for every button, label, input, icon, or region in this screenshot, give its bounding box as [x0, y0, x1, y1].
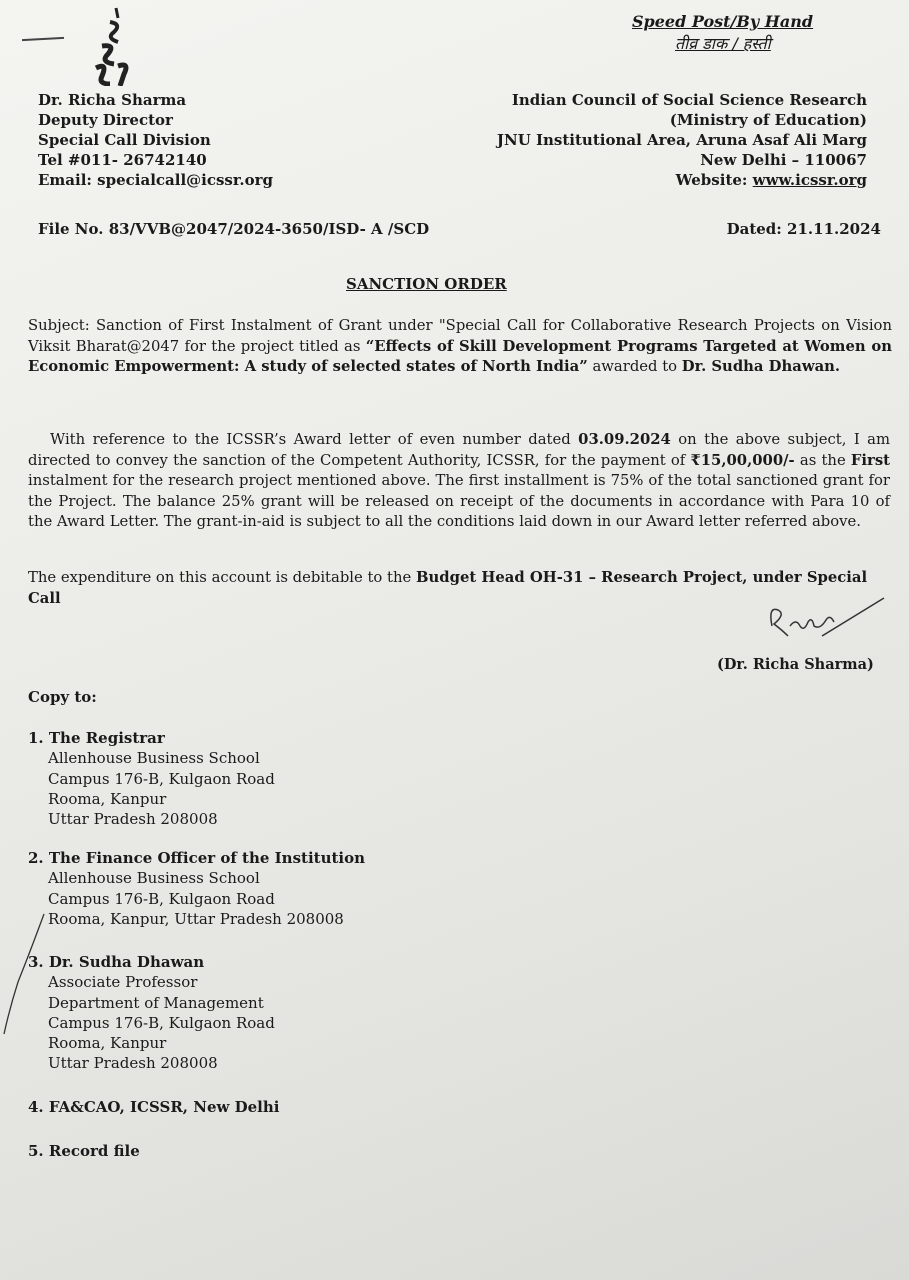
address-line: Uttar Pradesh 208008 [48, 810, 218, 829]
sender-tel: Tel #011- 26742140 [38, 151, 207, 169]
address-line: Allenhouse Business School [48, 749, 260, 768]
copy-to-item-4 [28, 1097, 279, 1117]
body-paragraph-1 [28, 430, 890, 533]
file-number: File No. 83/VVB@2047/2024-3650/ISD- A /SCD [38, 220, 430, 238]
pen-mark-icon [0, 912, 45, 1037]
website-link[interactable]: www.icssr.org [752, 171, 867, 189]
organization-address-1: JNU Institutional Area, Aruna Asaf Ali Marg [496, 131, 867, 149]
instalment-number: First [850, 451, 890, 469]
copy-to-item-2 [28, 848, 365, 929]
sender-block [38, 90, 273, 190]
address-line: Campus 176-B, Kulgaon Road [48, 769, 275, 788]
sender-name: Dr. Richa Sharma [38, 91, 187, 109]
organization-ministry: (Ministry of Education) [669, 111, 867, 129]
organization-website-line [497, 170, 867, 190]
project-title: “Effects of Skill Development Programs Targeted at Women on Economic Empowerment: A study of selected states of North India” [28, 337, 892, 375]
address-line: Rooma, Kanpur [48, 1034, 167, 1053]
address-line: Associate Professor [48, 973, 198, 992]
address-line: Campus 176-B, Kulgaon Road [48, 889, 275, 908]
signatory-name: (Dr. Richa Sharma) [717, 656, 874, 673]
copy-to-item-heading: 4. FA&CAO, ICSSR, New Delhi [28, 1098, 280, 1116]
dated: Dated: 21.11.2024 [726, 220, 881, 238]
signature-icon [764, 596, 888, 646]
sender-email: Email: specialcall@icssr.org [38, 171, 274, 189]
delivery-mode-hindi: तीव्र डाक / हस्ती [675, 34, 771, 53]
p2-text-a: The expenditure on this account is debitable to the [28, 569, 416, 586]
decorative-dash [22, 37, 64, 41]
copy-to-item-heading: 5. Record file [28, 1142, 140, 1160]
copy-to-item-heading: 1. The Registrar [28, 729, 165, 747]
copy-to-item-5 [28, 1141, 140, 1161]
awardee-name: Dr. Sudha Dhawan. [681, 358, 841, 375]
organization-name: Indian Council of Social Science Research [511, 91, 867, 109]
address-line: Department of Management [48, 993, 264, 1012]
copy-to-item-1 [28, 728, 275, 829]
address-line: Campus 176-B, Kulgaon Road [48, 1013, 275, 1032]
sender-division: Special Call Division [38, 131, 211, 149]
copy-to-item-3 [28, 952, 275, 1074]
copy-to-item-heading: 3. Dr. Sudha Dhawan [28, 953, 205, 971]
address-line: Allenhouse Business School [48, 869, 260, 888]
sanction-amount: ₹15,00,000/- [690, 451, 795, 469]
address-line: Rooma, Kanpur [48, 789, 167, 808]
awarded-to-prefix: awarded to [587, 358, 682, 375]
address-line: Rooma, Kanpur, Uttar Pradesh 208008 [48, 909, 344, 928]
sender-designation: Deputy Director [38, 111, 173, 129]
copy-to-item-heading: 2. The Finance Officer of the Institution [28, 849, 366, 867]
p1-text-a: With reference to the ICSSR’s Award letter of even number dated [50, 431, 579, 448]
icssr-logo-icon [88, 6, 138, 86]
subject-paragraph [28, 316, 892, 378]
document-title: SANCTION ORDER [346, 275, 507, 293]
organization-address-2: New Delhi – 110067 [700, 151, 867, 169]
p1-text-c: as the [794, 451, 851, 469]
p1-text-d: instalment for the research project mentioned above. The first installment is 75% of the total sanctioned grant for the Project. The balance 25% grant will be released on receipt of the documents in accordance with Para 10 of the Award Letter. The grant-in-aid is subject to all the conditions laid down in our Award letter referred above. [28, 472, 890, 530]
delivery-mode-english: Speed Post/By Hand [632, 12, 814, 31]
copy-to-label: Copy to: [28, 688, 97, 706]
subject-prefix: Subject: Sanction of First Instalment of Grant under "Special Call for Collaborative Research Projects on Vision Viksit Bharat@2047 for the project titled as [28, 317, 892, 355]
p1-text-b: on the above subject, I am directed to convey the sanction of the Competent Authority, ICSSR, for the payment of [28, 431, 890, 469]
organization-block [497, 90, 867, 190]
award-date: 03.09.2024 [578, 431, 671, 448]
body-paragraph-2 [28, 568, 890, 609]
budget-head: Budget Head OH-31 – Research Project, under Special Call [28, 569, 868, 607]
website-label: Website: [675, 171, 753, 189]
address-line: Uttar Pradesh 208008 [48, 1054, 218, 1073]
